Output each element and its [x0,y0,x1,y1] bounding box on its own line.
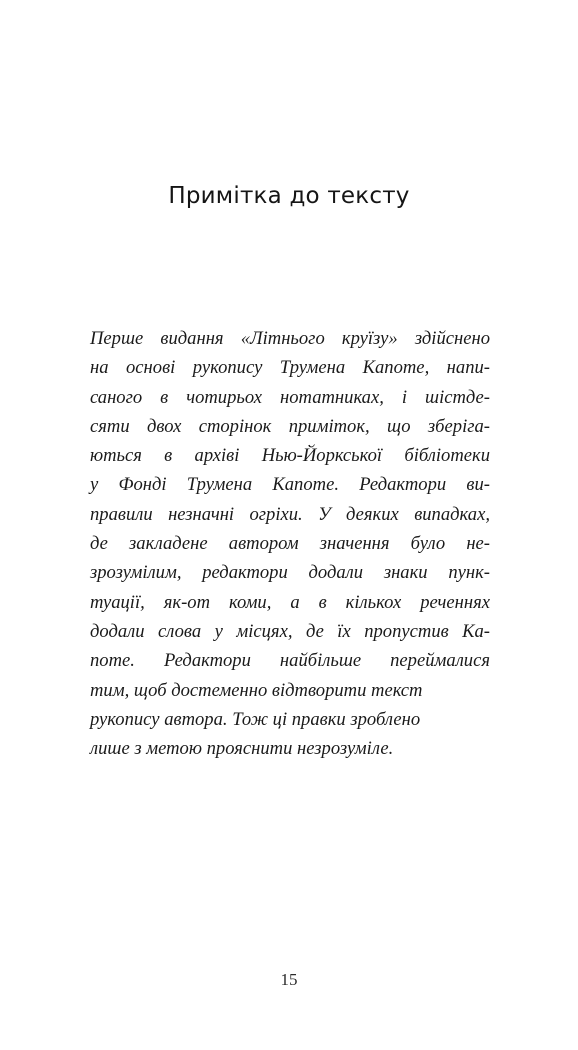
paragraph-line: лише з метою прояснити незрозуміле. [90,738,394,760]
paragraph-line: рукопису автора. Тож ці правки зроблено [90,708,421,730]
paragraph-line: туації, як-от коми, а в кількох реченнях [90,591,490,613]
paragraph-line: додали слова у місцях, де їх пропустив Ка- [90,620,490,642]
paragraph-line: правили незначні огріхи. У деяких випадках, [90,503,490,525]
paragraph-line: саного в чотирьох нотатниках, і шістде- [90,386,490,408]
paragraph-line: тим, щоб достеменно відтворити текст [90,679,423,701]
paragraph-line: де закладене автором значення було не- [90,533,490,555]
page-number: 15 [280,970,298,989]
paragraph-line: у Фонді Трумена Капоте. Редактори ви- [90,474,490,496]
paragraph-line: поте. Редактори найбільше переймалися [90,650,490,672]
paragraph-line: Перше видання «Літнього круїзу» здійснено [90,328,490,349]
paragraph-line: сяти двох сторінок приміток, що зберіга- [90,415,490,437]
paragraph-line: ються в архіві Нью-Йоркської бібліотеки [90,445,490,467]
note-paragraph [90,324,490,763]
paragraph-line: на основі рукопису Трумена Капоте, напи- [90,357,490,379]
page-title: Примітка до тексту [168,183,410,209]
paragraph-line: зрозумілим, редактори додали знаки пунк- [90,562,490,584]
